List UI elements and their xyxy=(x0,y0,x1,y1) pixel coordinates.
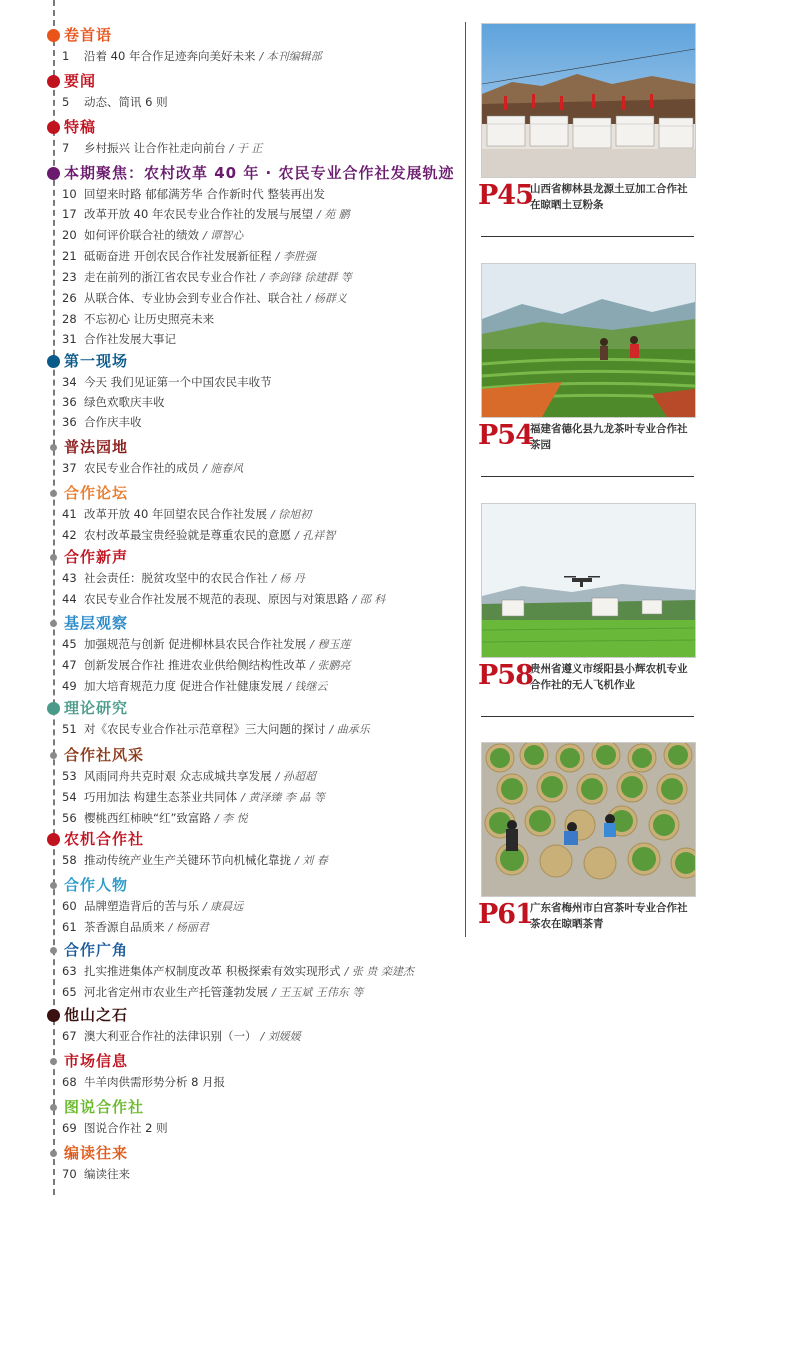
entry-page-number: 68 xyxy=(62,1075,77,1089)
section-items xyxy=(62,1072,225,1092)
entry-page-number: 69 xyxy=(62,1121,77,1135)
photo-drone-field xyxy=(481,503,696,658)
section-marker-dot xyxy=(47,75,60,88)
entry-title: 加大培育规范力度 促进合作社健康发展 xyxy=(84,679,284,693)
toc-entry[interactable] xyxy=(62,719,370,740)
photo-page-number[interactable]: P54 xyxy=(478,420,533,451)
section-title[interactable]: 合作社风采 xyxy=(64,746,145,764)
entry-author: / 谭智心 xyxy=(203,229,244,242)
section-title[interactable]: 基层观察 xyxy=(64,614,129,632)
toc-entry[interactable] xyxy=(62,288,352,309)
entry-title: 牛羊肉供需形势分析 8 月报 xyxy=(84,1075,226,1089)
toc-entry[interactable] xyxy=(62,392,272,412)
section-marker-dot xyxy=(50,1150,57,1157)
entry-page-number: 53 xyxy=(62,769,77,783)
entry-title: 樱桃西红柿映“红”致富路 xyxy=(84,811,211,825)
toc-entry[interactable] xyxy=(62,676,350,697)
photo-caption: 福建省德化县九龙茶叶专业合作社茶园 xyxy=(530,423,688,451)
toc-entry[interactable] xyxy=(62,309,352,329)
section-items xyxy=(62,138,262,159)
section-title[interactable]: 合作广角 xyxy=(64,941,129,959)
entry-title: 农村改革最宝贵经验就是尊重农民的意愿 xyxy=(84,528,291,542)
entry-title: 创新发展合作社 推进农业供给侧结构性改革 xyxy=(84,658,307,672)
section-title[interactable]: 特稿 xyxy=(64,118,97,136)
entry-title: 合作庆丰收 xyxy=(84,415,142,429)
section-items xyxy=(62,568,385,610)
entry-author: / 王玉斌 王伟东 等 xyxy=(272,986,364,999)
entry-page-number: 49 xyxy=(62,679,77,693)
section-items xyxy=(62,1026,301,1047)
entry-page-number: 36 xyxy=(62,415,77,429)
entry-author: / 于 正 xyxy=(229,142,263,155)
entry-page-number: 26 xyxy=(62,291,77,305)
toc-entry[interactable] xyxy=(62,850,328,871)
section-items xyxy=(62,961,414,1003)
toc-entry[interactable] xyxy=(62,412,272,432)
section-title[interactable]: 编读往来 xyxy=(64,1144,129,1162)
photo-page-number[interactable]: P61 xyxy=(478,899,533,930)
toc-entry[interactable] xyxy=(62,766,325,787)
photo-caption: 广东省梅州市白宫茶叶专业合作社茶农在晾晒茶青 xyxy=(530,902,688,930)
entry-page-number: 7 xyxy=(62,141,70,155)
entry-author: / 刘 春 xyxy=(295,854,328,867)
entry-page-number: 63 xyxy=(62,964,77,978)
entry-page-number: 54 xyxy=(62,790,77,804)
entry-title: 品牌塑造背后的苦与乐 xyxy=(84,899,199,913)
photo-separator xyxy=(481,476,694,477)
section-marker-dot xyxy=(50,554,57,561)
photo-separator xyxy=(481,716,694,717)
toc-entry[interactable] xyxy=(62,267,352,288)
entry-title: 扎实推进集体产权制度改革 积极探索有效实现形式 xyxy=(84,964,341,978)
entry-title: 对《农民专业合作社示范章程》三大问题的探讨 xyxy=(84,722,326,736)
section-marker-dot xyxy=(47,1009,60,1022)
entry-author: / 黄泽臻 李 晶 等 xyxy=(241,791,325,804)
entry-title: 农民专业合作社发展不规范的表现、原因与对策思路 xyxy=(84,592,349,606)
entry-author: / 李胜强 xyxy=(275,250,316,263)
section-title[interactable]: 农机合作社 xyxy=(64,830,145,848)
toc-entry[interactable] xyxy=(62,138,262,159)
entry-title: 茶香源自品质来 xyxy=(84,920,165,934)
section-items xyxy=(62,46,322,67)
entry-page-number: 65 xyxy=(62,985,77,999)
toc-entry[interactable] xyxy=(62,1118,168,1138)
toc-entry[interactable] xyxy=(62,982,414,1003)
entry-page-number: 1 xyxy=(62,49,70,63)
section-title[interactable]: 普法园地 xyxy=(64,438,129,456)
section-marker-dot xyxy=(50,1058,57,1065)
entry-title: 农民专业合作社的成员 xyxy=(84,461,199,475)
section-items xyxy=(62,504,335,546)
section-marker-dot xyxy=(50,620,57,627)
section-title[interactable]: 第一现场 xyxy=(64,352,129,370)
entry-title: 加强规范与创新 促进柳林县农民合作社发展 xyxy=(84,637,307,651)
section-items xyxy=(62,1118,168,1138)
entry-page-number: 43 xyxy=(62,571,77,585)
entry-page-number: 20 xyxy=(62,228,77,242)
toc-entry[interactable] xyxy=(62,372,272,392)
entry-page-number: 31 xyxy=(62,332,77,346)
section-title[interactable]: 本期聚焦：农村改革 40 年 · 农民专业合作社发展轨迹 xyxy=(64,164,455,182)
photo-potato-noodles xyxy=(481,23,696,178)
entry-author: / 杨群义 xyxy=(306,292,347,305)
entry-title: 推动传统产业生产关键环节向机械化靠拢 xyxy=(84,853,291,867)
entry-title: 改革开放 40 年农民专业合作社的发展与展望 xyxy=(84,207,313,221)
entry-author: / 李剑锋 徐建群 等 xyxy=(260,271,352,284)
section-title[interactable]: 合作论坛 xyxy=(64,484,129,502)
section-marker-dot xyxy=(50,752,57,759)
entry-title: 今天 我们见证第一个中国农民丰收节 xyxy=(84,375,272,389)
entry-title: 图说合作社 2 则 xyxy=(84,1121,168,1135)
section-items xyxy=(62,896,243,938)
entry-page-number: 58 xyxy=(62,853,77,867)
section-marker-dot xyxy=(50,490,57,497)
section-marker-dot xyxy=(47,355,60,368)
section-items xyxy=(62,850,328,871)
entry-title: 走在前列的浙江省农民专业合作社 xyxy=(84,270,257,284)
entry-author: / 张 贵 栾建杰 xyxy=(344,965,414,978)
entry-title: 澳大利亚合作社的法律识别（一） xyxy=(84,1029,257,1043)
entry-page-number: 23 xyxy=(62,270,77,284)
toc-entry[interactable] xyxy=(62,917,243,938)
entry-page-number: 67 xyxy=(62,1029,77,1043)
section-marker-dot xyxy=(47,121,60,134)
entry-author: / 张鹏亮 xyxy=(310,659,351,672)
entry-page-number: 28 xyxy=(62,312,77,326)
toc-entry[interactable] xyxy=(62,458,243,479)
entry-title: 绿色欢歌庆丰收 xyxy=(84,395,165,409)
photo-caption: 贵州省遵义市绥阳县小辉农机专业合作社的无人飞机作业 xyxy=(530,663,688,691)
entry-author: / 刘媛媛 xyxy=(260,1030,301,1043)
entry-author: / 邵 科 xyxy=(352,593,386,606)
photo-tea-garden xyxy=(481,263,696,418)
toc-entry[interactable] xyxy=(62,1072,225,1092)
toc-entry[interactable] xyxy=(62,225,352,246)
entry-title: 不忘初心 让历史照亮未来 xyxy=(84,312,215,326)
section-title[interactable]: 合作人物 xyxy=(64,876,129,894)
toc-entry[interactable] xyxy=(62,634,350,655)
entry-page-number: 21 xyxy=(62,249,77,263)
entry-title: 风雨同舟共克时艰 众志成城共享发展 xyxy=(84,769,272,783)
section-items xyxy=(62,372,272,432)
toc-entry[interactable] xyxy=(62,92,168,112)
entry-title: 合作社发展大事记 xyxy=(84,332,176,346)
section-title[interactable]: 合作新声 xyxy=(64,548,129,566)
toc-entry[interactable] xyxy=(62,1164,130,1184)
entry-page-number: 10 xyxy=(62,187,77,201)
entry-title: 改革开放 40 年回望农民合作社发展 xyxy=(84,507,267,521)
photo-separator xyxy=(481,236,694,237)
toc-entry[interactable] xyxy=(62,329,352,349)
entry-page-number: 42 xyxy=(62,528,77,542)
entry-page-number: 60 xyxy=(62,899,77,913)
toc-entry[interactable] xyxy=(62,204,352,225)
entry-page-number: 34 xyxy=(62,375,77,389)
entry-title: 社会责任：脱贫攻坚中的农民合作社 xyxy=(84,571,268,585)
section-items xyxy=(62,766,325,829)
toc-entry[interactable] xyxy=(62,46,322,67)
entry-title: 从联合体、专业协会到专业合作社、联合社 xyxy=(84,291,303,305)
section-marker-dot xyxy=(47,167,60,180)
section-title[interactable]: 卷首语 xyxy=(64,26,113,44)
entry-author: / 曲承乐 xyxy=(329,723,370,736)
entry-page-number: 51 xyxy=(62,722,77,736)
entry-author: / 康晨远 xyxy=(203,900,244,913)
section-items xyxy=(62,1164,130,1184)
entry-author: / 徐旭初 xyxy=(270,508,312,521)
entry-author: / 钱继云 xyxy=(287,680,328,693)
section-title[interactable]: 理论研究 xyxy=(64,699,129,717)
photo-page-number[interactable]: P58 xyxy=(478,660,533,691)
entry-title: 编读往来 xyxy=(84,1167,130,1181)
section-marker-dot xyxy=(50,947,57,954)
section-marker-dot xyxy=(50,1104,57,1111)
entry-author: / 杨丽君 xyxy=(168,921,209,934)
entry-title: 砥砺奋进 开创农民合作社发展新征程 xyxy=(84,249,272,263)
toc-entry[interactable] xyxy=(62,961,414,982)
entry-author: / 穆玉莲 xyxy=(310,638,351,651)
entry-author: / 李 悦 xyxy=(214,812,248,825)
toc-entry[interactable] xyxy=(62,525,335,546)
section-title[interactable]: 要闻 xyxy=(64,72,97,90)
entry-title: 乡村振兴 让合作社走向前台 xyxy=(84,141,226,155)
toc-entry[interactable] xyxy=(62,589,385,610)
entry-title: 动态、简讯 6 则 xyxy=(84,95,168,109)
entry-page-number: 36 xyxy=(62,395,77,409)
photo-caption: 山西省柳林县龙源土豆加工合作社在晾晒土豆粉条 xyxy=(530,183,688,211)
entry-page-number: 61 xyxy=(62,920,77,934)
photo-page-number[interactable]: P45 xyxy=(478,180,533,211)
entry-page-number: 5 xyxy=(62,95,70,109)
section-items xyxy=(62,92,168,112)
entry-page-number: 47 xyxy=(62,658,77,672)
entry-page-number: 41 xyxy=(62,507,77,521)
entry-page-number: 37 xyxy=(62,461,77,475)
section-marker-dot xyxy=(50,882,57,889)
photo-tea-drying xyxy=(481,742,696,897)
column-divider xyxy=(465,22,466,937)
section-marker-dot xyxy=(50,444,57,451)
entry-title: 沿着 40 年合作足迹奔向美好未来 xyxy=(84,49,256,63)
toc-entry[interactable] xyxy=(62,246,352,267)
toc-entry[interactable] xyxy=(62,184,352,204)
entry-title: 巧用加法 构建生态茶业共同体 xyxy=(84,790,238,804)
toc-entry[interactable] xyxy=(62,808,325,829)
section-title[interactable]: 他山之石 xyxy=(64,1006,129,1024)
section-title[interactable]: 市场信息 xyxy=(64,1052,129,1070)
section-marker-dot xyxy=(47,29,60,42)
section-items xyxy=(62,458,243,479)
entry-page-number: 17 xyxy=(62,207,77,221)
toc-entry[interactable] xyxy=(62,504,335,525)
toc-entry[interactable] xyxy=(62,1026,301,1047)
section-items xyxy=(62,719,370,740)
entry-page-number: 56 xyxy=(62,811,77,825)
entry-author: / 孙超超 xyxy=(275,770,316,783)
entry-title: 如何评价联合社的绩效 xyxy=(84,228,199,242)
toc-entry[interactable] xyxy=(62,655,350,676)
section-marker-dot xyxy=(47,702,60,715)
toc-entry[interactable] xyxy=(62,787,325,808)
entry-page-number: 44 xyxy=(62,592,77,606)
entry-author: / 苑 鹏 xyxy=(316,208,350,221)
entry-author: / 本刊编辑部 xyxy=(259,50,322,63)
section-marker-dot xyxy=(47,833,60,846)
section-title[interactable]: 图说合作社 xyxy=(64,1098,145,1116)
section-items xyxy=(62,634,350,697)
entry-title: 河北省定州市农业生产托管蓬勃发展 xyxy=(84,985,268,999)
toc-entry[interactable] xyxy=(62,896,243,917)
entry-title: 回望来时路 郁郁满芳华 合作新时代 整装再出发 xyxy=(84,187,325,201)
toc-entry[interactable] xyxy=(62,568,385,589)
entry-author: / 杨 丹 xyxy=(272,572,305,585)
entry-page-number: 45 xyxy=(62,637,77,651)
section-items xyxy=(62,184,352,349)
entry-author: / 施春风 xyxy=(203,462,244,475)
entry-page-number: 70 xyxy=(62,1167,77,1181)
entry-author: / 孔祥智 xyxy=(295,529,336,542)
